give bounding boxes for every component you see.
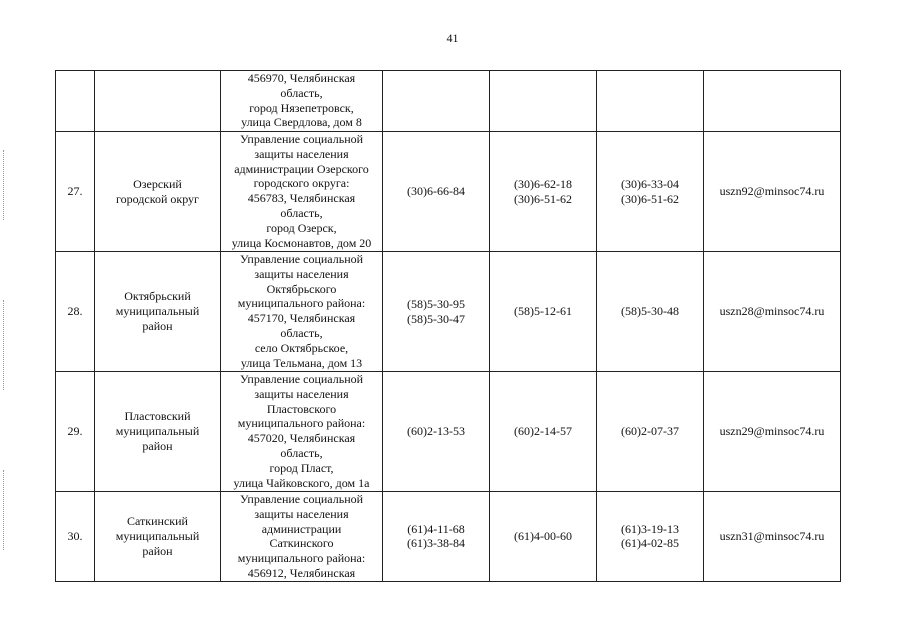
address-line: Управление социальной (239, 492, 364, 506)
row-number: 27. (56, 132, 95, 252)
municipality-name-line: муниципальный (115, 424, 200, 439)
phone-1-line: (60)2-13-53 (407, 424, 465, 439)
phone-1-cell (383, 71, 490, 132)
row-number (56, 71, 95, 132)
municipality-name-cell (95, 252, 221, 372)
margin-mark (3, 150, 4, 220)
address-line: 456970, Челябинская (247, 71, 356, 85)
row-number: 29. (56, 372, 95, 492)
municipality-name-cell (95, 372, 221, 492)
address-line: область, (280, 205, 323, 220)
address-line: Управление социальной (239, 132, 364, 146)
municipality-name-line: городской округ (116, 191, 199, 206)
address-line: Пластовского (266, 401, 337, 416)
municipality-name-line: муниципальный (115, 304, 200, 319)
municipality-name-line: Озерский (133, 176, 182, 191)
phone-1-line: (58)5-30-47 (407, 311, 465, 326)
address-line: улица Свердлова, дом 8 (241, 115, 362, 130)
phone-3-line: (61)4-02-85 (621, 536, 679, 551)
phone-2-cell (490, 71, 597, 132)
margin-mark (3, 300, 4, 390)
address-line: село Октябрьское, (254, 340, 349, 355)
address-line: городского округа: (253, 176, 350, 191)
phone-1-cell (383, 372, 490, 492)
address-line: 457020, Челябинская (247, 431, 356, 446)
phone-1-line: (30)6-66-84 (407, 184, 465, 199)
address-line: защиты населения (254, 266, 349, 281)
address-line: 456912, Челябинская (247, 565, 356, 580)
address-line: Управление социальной (239, 372, 364, 386)
address-line: область, (280, 325, 323, 340)
address-line: 456783, Челябинская (247, 191, 356, 206)
address-cell (221, 132, 383, 252)
address-line: улица Тельмана, дом 13 (240, 355, 363, 370)
phone-2-line: (30)6-62-18 (514, 176, 572, 191)
address-line: Управление социальной (239, 252, 364, 266)
table-row (56, 71, 841, 132)
phone-2-line: (60)2-14-57 (514, 424, 572, 439)
phone-1-cell (383, 132, 490, 252)
municipality-name-line: район (142, 543, 173, 558)
phone-3-cell (597, 252, 704, 372)
phone-2-cell (490, 492, 597, 582)
address-line: защиты населения (254, 506, 349, 521)
table-row (56, 132, 841, 252)
municipality-name-line: Саткинский (127, 514, 188, 529)
address-line: администрации Озерского (234, 161, 369, 176)
phone-1-line: (61)4-11-68 (407, 521, 465, 536)
address-cell (221, 372, 383, 492)
address-line: улица Чайковского, дом 1а (233, 475, 370, 490)
address-line: муниципального района: (237, 296, 366, 311)
address-line: область, (280, 445, 323, 460)
table-body (56, 71, 841, 582)
phone-3-line: (30)6-33-04 (621, 176, 679, 191)
email-cell: uszn28@minsoc74.ru (704, 252, 841, 372)
social-protection-directory-table (55, 70, 841, 582)
municipality-name-cell (95, 492, 221, 582)
address-line: муниципального района: (237, 416, 366, 431)
address-line: администрации (261, 521, 342, 536)
address-line: город Нязепетровск, (249, 100, 354, 115)
address-cell (221, 492, 383, 582)
municipality-name-cell (95, 132, 221, 252)
address-line: город Озерск, (266, 220, 337, 235)
municipality-name-line: Октябрьский (124, 289, 191, 304)
phone-3-line: (30)6-51-62 (621, 191, 679, 206)
address-line: область, (280, 85, 323, 100)
address-line: 457170, Челябинская (247, 311, 356, 326)
table-row (56, 252, 841, 372)
table-row (56, 372, 841, 492)
phone-3-cell (597, 71, 704, 132)
municipality-name-cell (95, 71, 221, 132)
table-row (56, 492, 841, 582)
phone-2-line: (61)4-00-60 (514, 528, 572, 543)
phone-3-cell (597, 372, 704, 492)
phone-1-line: (61)3-38-84 (407, 536, 465, 551)
phone-2-cell (490, 132, 597, 252)
phone-1-cell (383, 492, 490, 582)
municipality-name-line: муниципальный (115, 528, 200, 543)
phone-3-cell (597, 492, 704, 582)
phone-2-cell (490, 252, 597, 372)
email-cell: uszn31@minsoc74.ru (704, 492, 841, 582)
phone-2-cell (490, 372, 597, 492)
municipality-name-line: Пластовский (124, 409, 191, 424)
phone-1-line: (58)5-30-95 (407, 296, 465, 311)
address-line: улица Космонавтов, дом 20 (231, 235, 372, 250)
address-line: Саткинского (269, 536, 334, 551)
row-number: 28. (56, 252, 95, 372)
email-cell: uszn92@minsoc74.ru (704, 132, 841, 252)
municipality-name-line: район (142, 318, 173, 333)
address-line: Октябрьского (266, 281, 337, 296)
row-number: 30. (56, 492, 95, 582)
address-line: муниципального района: (237, 551, 366, 566)
address-line: защиты населения (254, 386, 349, 401)
email-cell (704, 71, 841, 132)
address-line: город Пласт, (269, 460, 334, 475)
phone-3-line: (61)3-19-13 (621, 521, 679, 536)
address-cell (221, 71, 383, 132)
address-cell (221, 252, 383, 372)
phone-3-cell (597, 132, 704, 252)
email-cell: uszn29@minsoc74.ru (704, 372, 841, 492)
page-number: 41 (446, 31, 459, 45)
phone-2-line: (58)5-12-61 (514, 304, 572, 319)
phone-2-line: (30)6-51-62 (514, 191, 572, 206)
phone-3-line: (58)5-30-48 (621, 304, 679, 319)
phone-3-line: (60)2-07-37 (621, 424, 679, 439)
phone-1-cell (383, 252, 490, 372)
municipality-name-line: район (142, 438, 173, 453)
margin-mark (3, 470, 4, 550)
address-line: защиты населения (254, 146, 349, 161)
